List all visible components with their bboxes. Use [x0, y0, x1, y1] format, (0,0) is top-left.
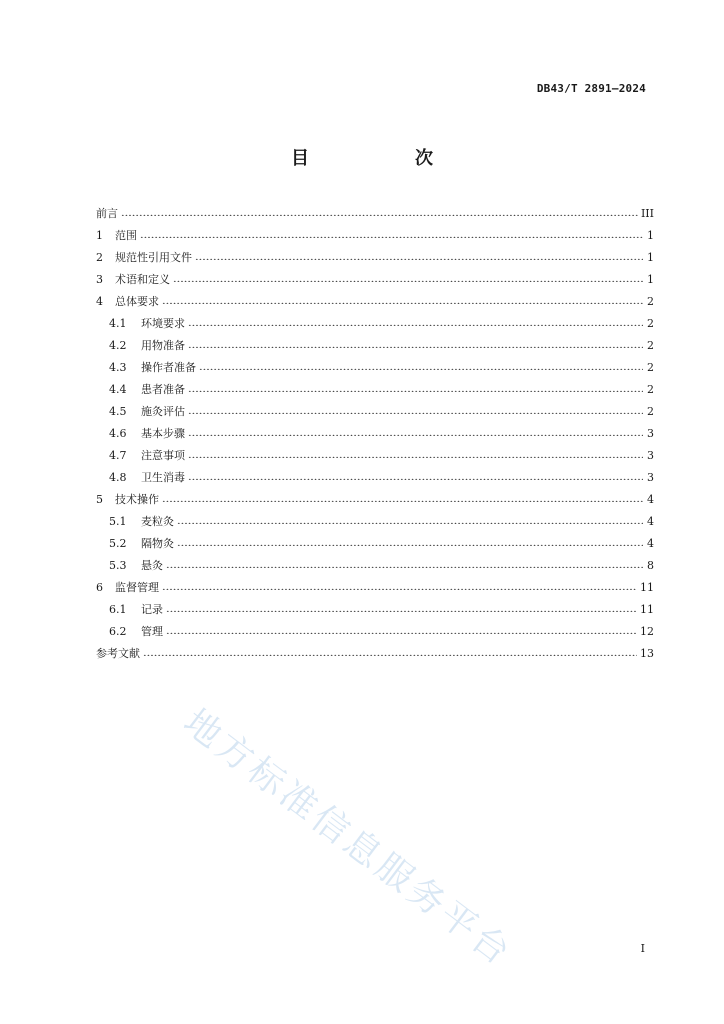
- toc-entry-page: 2: [647, 339, 654, 352]
- dot-leader: [188, 315, 643, 326]
- toc-entry-label: 范围: [115, 229, 137, 242]
- dot-leader: [188, 381, 643, 392]
- toc-entry-label: 记录: [141, 603, 163, 616]
- dot-leader: [177, 513, 643, 524]
- page-number: I: [640, 942, 645, 955]
- dot-leader: [177, 535, 643, 546]
- toc-entry-label: 麦粒灸: [141, 515, 174, 528]
- toc-entry[interactable]: [96, 511, 654, 533]
- toc-entry-number: 1: [96, 229, 103, 242]
- toc-entry[interactable]: [96, 203, 654, 225]
- toc-entry-label: 卫生消毒: [141, 471, 185, 484]
- toc-entry-label: 施灸评估: [141, 405, 185, 418]
- toc-entry[interactable]: [96, 423, 654, 445]
- toc-entry-page: 2: [647, 361, 654, 374]
- toc-entry-number: 4: [96, 295, 103, 308]
- toc-entry-number: 4.2: [109, 339, 127, 352]
- toc-entry-number: 6.1: [109, 603, 127, 616]
- toc-entry-page: 2: [647, 317, 654, 330]
- dot-leader: [143, 645, 637, 656]
- dot-leader: [166, 601, 637, 612]
- toc-entry-label: 操作者准备: [141, 361, 196, 374]
- toc-entry[interactable]: [96, 489, 654, 511]
- toc-entry-page: 12: [640, 625, 654, 638]
- dot-leader: [188, 337, 643, 348]
- dot-leader: [173, 271, 643, 282]
- page-title: 目 次: [291, 148, 477, 169]
- toc-entry-number: 4.5: [109, 405, 127, 418]
- standard-code: DB43/T 2891—2024: [536, 82, 646, 95]
- table-of-contents: [96, 203, 654, 665]
- toc-entry[interactable]: [96, 313, 654, 335]
- toc-entry-page: 1: [647, 273, 654, 286]
- toc-entry-page: 11: [640, 581, 654, 594]
- toc-entry-label: 术语和定义: [115, 273, 170, 286]
- toc-entry-page: 11: [640, 603, 654, 616]
- toc-entry-label: 注意事项: [141, 449, 185, 462]
- toc-entry-page: 4: [647, 515, 654, 528]
- toc-entry-number: 4.3: [109, 361, 127, 374]
- toc-entry-label: 技术操作: [115, 493, 159, 506]
- toc-entry-number: 3: [96, 273, 103, 286]
- toc-entry-number: 4.6: [109, 427, 127, 440]
- toc-entry[interactable]: [96, 401, 654, 423]
- toc-entry-label: 总体要求: [115, 295, 159, 308]
- toc-entry-label: 前言: [96, 207, 118, 220]
- toc-entry[interactable]: [96, 467, 654, 489]
- dot-leader: [140, 227, 643, 238]
- toc-entry-label: 隔物灸: [141, 537, 174, 550]
- toc-entry-number: 5: [96, 493, 103, 506]
- dot-leader: [195, 249, 643, 260]
- toc-entry-label: 基本步骤: [141, 427, 185, 440]
- toc-entry-number: 5.2: [109, 537, 127, 550]
- toc-entry-number: 4.1: [109, 317, 127, 330]
- dot-leader: [166, 557, 643, 568]
- toc-entry[interactable]: [96, 577, 654, 599]
- toc-entry-page: 4: [647, 493, 654, 506]
- toc-entry[interactable]: [96, 555, 654, 577]
- toc-entry-number: 6: [96, 581, 103, 594]
- toc-entry[interactable]: [96, 269, 654, 291]
- dot-leader: [162, 491, 643, 502]
- toc-entry-page: 2: [647, 383, 654, 396]
- toc-entry-label: 规范性引用文件: [115, 251, 192, 264]
- toc-entry-page: 8: [647, 559, 654, 572]
- toc-entry[interactable]: [96, 599, 654, 621]
- toc-entry-label: 参考文献: [96, 647, 140, 660]
- dot-leader: [121, 205, 638, 216]
- toc-entry-number: 6.2: [109, 625, 127, 638]
- toc-entry-page: 4: [647, 537, 654, 550]
- dot-leader: [162, 579, 637, 590]
- toc-entry-page: 1: [647, 251, 654, 264]
- toc-entry-page: 2: [647, 405, 654, 418]
- dot-leader: [162, 293, 643, 304]
- dot-leader: [199, 359, 643, 370]
- toc-entry-page: 1: [647, 229, 654, 242]
- toc-entry-page: III: [640, 207, 654, 220]
- toc-entry-page: 2: [647, 295, 654, 308]
- watermark: 地方标准信息服务平台: [175, 701, 520, 976]
- toc-entry-number: 4.8: [109, 471, 127, 484]
- toc-entry-number: 4.4: [109, 383, 127, 396]
- dot-leader: [188, 403, 643, 414]
- toc-entry-label: 监督管理: [115, 581, 159, 594]
- toc-entry-label: 患者准备: [141, 383, 185, 396]
- toc-entry[interactable]: [96, 533, 654, 555]
- toc-entry[interactable]: [96, 643, 654, 665]
- dot-leader: [188, 425, 643, 436]
- toc-entry-page: 3: [647, 449, 654, 462]
- toc-entry-number: 5.1: [109, 515, 127, 528]
- toc-entry-label: 管理: [141, 625, 163, 638]
- toc-entry[interactable]: [96, 225, 654, 247]
- toc-entry-page: 13: [640, 647, 654, 660]
- toc-entry[interactable]: [96, 291, 654, 313]
- toc-entry-label: 悬灸: [141, 559, 163, 572]
- dot-leader: [166, 623, 637, 634]
- toc-entry[interactable]: [96, 621, 654, 643]
- toc-entry[interactable]: [96, 335, 654, 357]
- toc-entry-label: 用物准备: [141, 339, 185, 352]
- toc-entry-page: 3: [647, 427, 654, 440]
- toc-entry-label: 环境要求: [141, 317, 185, 330]
- toc-entry-number: 4.7: [109, 449, 127, 462]
- dot-leader: [188, 447, 643, 458]
- toc-entry-page: 3: [647, 471, 654, 484]
- dot-leader: [188, 469, 643, 480]
- toc-entry-number: 5.3: [109, 559, 127, 572]
- toc-entry[interactable]: [96, 445, 654, 467]
- toc-entry[interactable]: [96, 247, 654, 269]
- toc-entry[interactable]: [96, 357, 654, 379]
- toc-entry-number: 2: [96, 251, 103, 264]
- toc-entry[interactable]: [96, 379, 654, 401]
